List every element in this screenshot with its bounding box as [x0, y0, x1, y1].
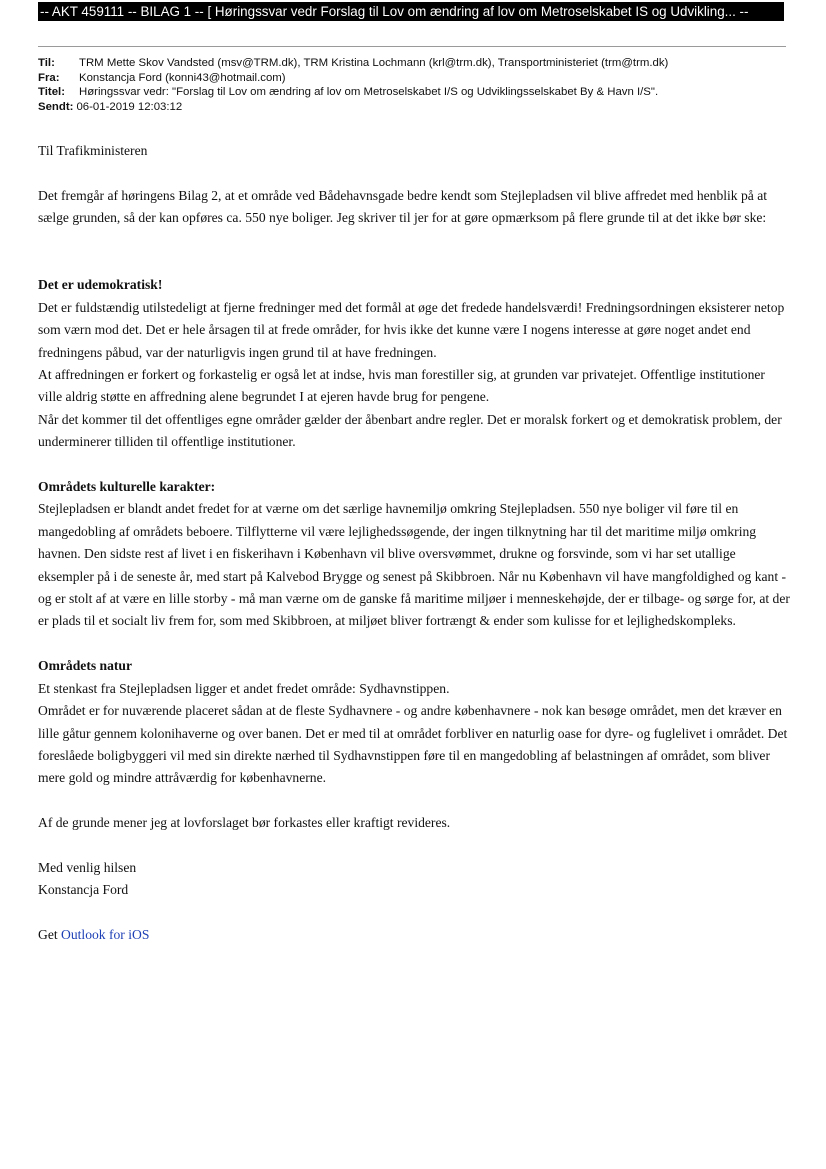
nature-paragraph-2: Området er for nuværende placeret sådan at de fleste Sydhavnere - og andre københavnere - nok kan besøge området, men det kræver en lille gåtur gennem kolonihaverne og over banen. Det er med til at området forbliver en naturlig oase for dyre- og fuglelivet i området. Det foreslåede boligbyggeri vil med sin direkte nærhed til Sydhavnstippen føre til en mangedobling af belastningen af området, som bliver mere gold og mindre attråværdig for københavnerne. — [38, 703, 788, 786]
email-to-value: TRM Mette Skov Vandsted (msv@TRM.dk), TRM Kristina Lochmann (krl@trm.dk), Transportministeriet (trm@trm.dk) — [79, 57, 669, 69]
greeting: Til Trafikministeren — [38, 143, 148, 158]
section-heading-democracy: Det er udemokratisk! — [38, 277, 163, 293]
conclusion-paragraph: Af de grunde mener jeg at lovforslaget bør forkastes eller kraftigt revideres. — [38, 815, 451, 831]
email-from-value: Konstancja Ford (konni43@hotmail.com) — [79, 71, 286, 84]
democracy-paragraph-1: Det er fuldstændig utilstedeligt at fjerne fredninger med det formål at øge det fredede handelsværdi! Fredningsordningen eksisterer netop som værn mod det. Det er hele årsagen til at frede områder, for hvis ikke det kunne være I nogens interesse at gøre noget andet end fredningens påbud, var der naturligvis ingen grund til at have fredningen. — [38, 299, 785, 360]
culture-paragraph: Stejlepladsen er blandt andet fredet for at værne om det særlige havnemiljø omkring Stejlepladsen. 550 nye boliger vil føre til en mangedobling af områdets beboere. Tilflytterne vil være lejlighedssøgende, der ingen tilknytning har til det maritime miljø omkring havnen. Den sidste rest af livet i en fiskerihavn i København vil blive oversvømmet, drukne og forsvinde, som vi har set utallige eksempler på i de seneste år, med start på Kalvebod Brygge og senest på Skibbroen. Når nu København vil have mangfoldighed og kant - og er stolt af at være en lille storby - må man værne om de ganske få maritime miljøer i menneskehøjde, der er tilbage- og sørge for, at der er plads til et socialt liv frem for, som med Skibbroen, at miljøet bliver fortrængt & ender som kulisse for et lejlighedskompleks. — [38, 501, 790, 629]
intro-paragraph: Det fremgår af høringens Bilag 2, at et område ved Bådehavnsgade bedre kendt som Stejlepladsen vil blive affredet med henblik på at sælge grunden, så der kan opføres ca. 550 nye boliger. Jeg skriver til jer for at gøre opmærksom på flere grunde til at det ikke bør ske: — [38, 187, 768, 226]
email-to-label: Til: — [38, 57, 55, 69]
footer-prefix: Get — [38, 927, 62, 943]
email-to-row — [38, 56, 668, 71]
email-title-value: Høringssvar vedr: "Forslag til Lov om ændring af lov om Metroselskabet I/S og Udviklingsselskabet By & Havn I/S". — [79, 86, 659, 99]
outlook-ios-link[interactable]: Outlook for iOS — [61, 927, 150, 943]
email-sent-row — [38, 100, 668, 115]
democracy-paragraph-3: Når det kommer til det offentliges egne områder gælder der åbenbart andre regler. Det er moralsk forkert og et demokratisk problem, der underminerer tilliden til offentlige institutioner. — [38, 411, 782, 450]
email-header — [38, 56, 668, 114]
democracy-paragraph-2: At affredningen er forkert og forkastelig er også let at indse, hvis man forestiller sig, at grunden var privatejet. Offentlige institutioner ville aldrig støtte en affredning alene begrundet I at ejeren havde brug for pengene. — [38, 367, 765, 405]
signature: Konstancja Ford — [38, 882, 129, 898]
header-divider — [38, 46, 786, 47]
email-sent-value: 06-01-2019 12:03:12 — [76, 100, 183, 113]
footer-line — [38, 924, 790, 946]
closing-line: Med venlig hilsen — [38, 859, 137, 875]
document-banner: -- AKT 459111 -- BILAG 1 -- [ Høringssvar vedr Forslag til Lov om ændring af lov om Metroselskabet IS og Udvikling... -- — [38, 2, 784, 21]
email-title-row — [38, 85, 668, 100]
section-heading-culture: Områdets kulturelle karakter: — [38, 479, 216, 495]
email-title-label: Titel: — [38, 86, 66, 99]
email-from-row — [38, 71, 668, 86]
email-sent-label: Sendt: — [38, 100, 74, 113]
letter-body — [38, 140, 790, 947]
section-heading-nature: Områdets natur — [38, 658, 133, 674]
email-from-label: Fra: — [38, 71, 60, 84]
nature-paragraph-1: Et stenkast fra Stejlepladsen ligger et andet fredet område: Sydhavnstippen. — [38, 680, 450, 696]
